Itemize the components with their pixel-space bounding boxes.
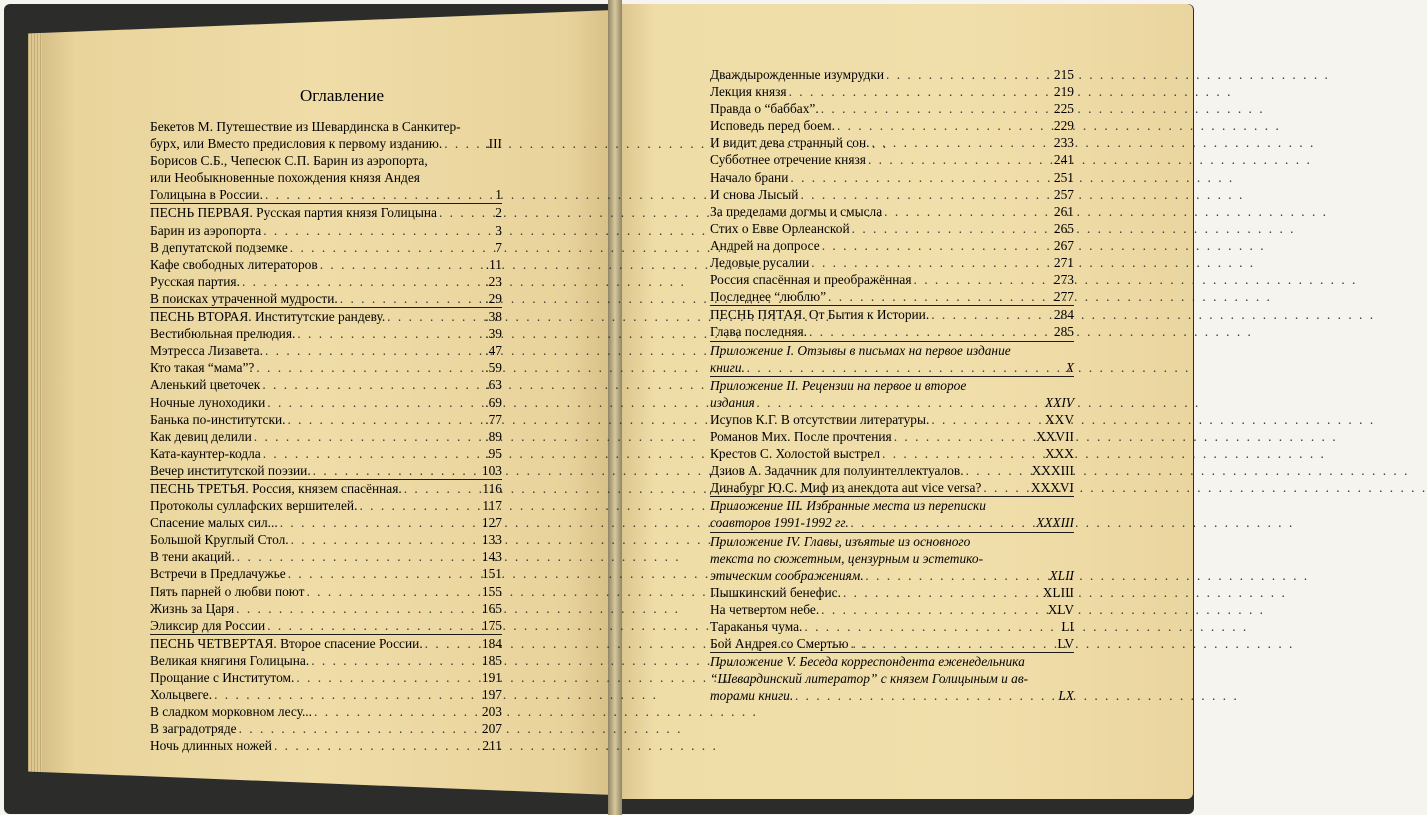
toc-entry-title: В поисках утраченной мудрости. bbox=[150, 290, 338, 306]
toc-entry-title: бурх, или Вместо предисловия к первому изданию. bbox=[150, 136, 443, 152]
dot-leader bbox=[423, 635, 482, 652]
toc-entry-title: Спасение малых сил... bbox=[150, 515, 278, 531]
toc-entry-page: 273 bbox=[1053, 272, 1074, 288]
dot-leader bbox=[835, 117, 1054, 134]
toc-entry-page: XXVII bbox=[1036, 428, 1074, 444]
toc-entry-line: Приложение V. Беседа корреспондента еженедельника bbox=[710, 654, 1025, 670]
toc-entry-title: Ледовые русалии bbox=[710, 255, 810, 271]
toc-entry-page: 2 bbox=[495, 205, 502, 221]
toc-entry bbox=[150, 479, 502, 497]
toc-entry bbox=[710, 66, 1074, 83]
toc-entry bbox=[710, 496, 1074, 514]
toc-entry-title: ПЕСНЬ ЧЕТВЕРТАЯ. Второе спасение России. bbox=[150, 635, 423, 651]
toc-entry-page: .23 bbox=[485, 273, 502, 289]
dot-leader bbox=[841, 584, 1043, 601]
toc-entry-title: В тени акаций. bbox=[150, 549, 235, 565]
toc-entry-page: .77 bbox=[485, 411, 502, 427]
toc-entry-page: 184 bbox=[481, 635, 502, 651]
dot-leader bbox=[437, 204, 495, 221]
toc-entry-page: XLII bbox=[1049, 567, 1074, 583]
toc-entry-title: Ночь длинных ножей bbox=[150, 738, 272, 754]
dot-leader bbox=[809, 254, 1054, 271]
toc-entry bbox=[710, 601, 1074, 618]
dot-leader bbox=[929, 411, 1045, 428]
toc-entry-title: Хольцвеге. bbox=[150, 687, 213, 703]
dot-leader bbox=[981, 479, 1031, 496]
toc-entry bbox=[150, 135, 502, 152]
toc-entry-title: Бой Андрея со Смертью bbox=[710, 636, 849, 652]
toc-entry-page: XLV bbox=[1047, 601, 1074, 617]
toc-entry-page: LV bbox=[1057, 636, 1074, 652]
toc-entry-page: 251 bbox=[1053, 169, 1074, 185]
toc-entry-title: Встречи в Предлачужье bbox=[150, 566, 286, 582]
toc-entry-title: Как девиц делили bbox=[150, 428, 252, 444]
toc-entry-title: Глава последняя. bbox=[710, 324, 808, 340]
toc-entry-title: ПЕСНЬ ВТОРАЯ. Институтские рандеву. bbox=[150, 309, 386, 325]
toc-entry-title: Стих о Евве Орлеанской bbox=[710, 220, 850, 236]
toc-entry bbox=[710, 618, 1074, 635]
toc-entry-title: Вечер институтской поэзии. bbox=[150, 462, 311, 478]
toc-entry-page: XXIV bbox=[1045, 394, 1074, 410]
toc-entry-title: Мэтресса Лизавета. bbox=[150, 343, 263, 359]
toc-entry-title: Лекция князя bbox=[710, 84, 787, 100]
toc-entry-title: Крестов С. Холостой выстрел bbox=[710, 446, 880, 462]
dot-leader bbox=[882, 203, 1054, 220]
toc-entry-page: 103 bbox=[481, 462, 502, 478]
toc-entry-title: Аленький цветочек bbox=[150, 377, 261, 393]
dot-leader bbox=[385, 308, 485, 325]
dot-leader bbox=[278, 514, 482, 531]
toc-entry bbox=[150, 376, 502, 393]
toc-entry-title: Пять парней о любви поют bbox=[150, 583, 305, 599]
dot-leader bbox=[234, 600, 482, 617]
dot-leader bbox=[288, 239, 496, 256]
toc-entry-page: 155 bbox=[481, 583, 502, 599]
toc-entry-title: Исповедь перед боем. bbox=[710, 118, 835, 134]
toc-entry bbox=[150, 256, 502, 273]
toc-entry bbox=[710, 652, 1074, 687]
toc-entry bbox=[150, 239, 502, 256]
dot-leader bbox=[819, 100, 1054, 117]
toc-entry-title: Русская партия. bbox=[150, 273, 240, 289]
dot-leader bbox=[880, 445, 1045, 462]
dot-leader bbox=[849, 514, 1036, 531]
dot-leader bbox=[263, 186, 495, 203]
toc-entry bbox=[150, 583, 502, 600]
toc-entry bbox=[150, 497, 502, 514]
toc-entry-page: LI bbox=[1061, 619, 1074, 634]
toc-entry-title: Вестибюльная прелюдия. bbox=[150, 326, 296, 342]
toc-entry bbox=[710, 479, 1074, 496]
dot-leader bbox=[261, 445, 486, 462]
toc-entry bbox=[710, 532, 1074, 567]
toc-entry-line: текста по сюжетным, цензурным и эстетико- bbox=[710, 550, 984, 566]
toc-entry-line: Приложение II. Рецензии на первое и второе bbox=[710, 377, 967, 393]
toc-entry-title: ПЕСНЬ ПЯТАЯ. От Бытия к Истории. bbox=[710, 307, 930, 323]
toc-entry-line: Борисов С.Б., Чепесюк С.П. Барин из аэропорта, bbox=[150, 153, 428, 169]
dot-leader bbox=[304, 583, 481, 600]
toc-entry-line: Приложение I. Отзывы в письмах на первое издание bbox=[710, 342, 1011, 358]
toc-entry-page: XXV bbox=[1044, 411, 1074, 427]
toc-entry bbox=[150, 703, 502, 720]
toc-entry-line: “Шевардинский литератор” с князем Голицыным и ав- bbox=[710, 671, 1029, 687]
toc-entry-title: Кафе свободных литераторов bbox=[150, 256, 318, 272]
toc-entry-page: .89 bbox=[485, 428, 502, 444]
toc-entry-page: 207 bbox=[481, 721, 502, 737]
dot-leader bbox=[252, 428, 485, 445]
toc-entry-title: Протоколы суллафских вершителей. bbox=[150, 498, 358, 514]
toc-title: Оглавление bbox=[300, 86, 384, 105]
toc-entry-title: Динабург Ю.С. Миф из анекдота aut vice versa? bbox=[710, 480, 982, 496]
toc-entry bbox=[150, 290, 502, 307]
dot-leader bbox=[745, 359, 1066, 376]
dot-leader bbox=[309, 652, 482, 669]
dot-leader bbox=[260, 376, 485, 393]
toc-entry-page: 133 bbox=[481, 532, 502, 548]
toc-entry bbox=[710, 687, 1074, 704]
toc-entry-page: .38 bbox=[485, 309, 502, 325]
toc-entry-page: .11 bbox=[485, 256, 502, 272]
toc-entry bbox=[710, 117, 1074, 134]
toc-entry-title: Россия спасённая и преображённая bbox=[710, 272, 912, 288]
toc-entry-line: Приложение IV. Главы, изъятые из основного bbox=[710, 533, 971, 549]
toc-entry-title: издания bbox=[710, 394, 755, 410]
toc-entry-page: 7 bbox=[495, 239, 502, 255]
toc-entry bbox=[710, 428, 1074, 445]
toc-entry bbox=[150, 325, 502, 342]
toc-entry-page: 219 bbox=[1053, 84, 1074, 100]
dot-leader bbox=[884, 66, 1054, 83]
toc-entry bbox=[150, 462, 502, 479]
toc-entry-page: 117 bbox=[482, 498, 502, 514]
toc-entry-page: 241 bbox=[1053, 152, 1074, 168]
dot-leader bbox=[793, 687, 1058, 704]
dot-leader bbox=[820, 237, 1054, 254]
toc-entry-page: 191 bbox=[481, 670, 502, 685]
toc-entry bbox=[150, 617, 502, 634]
toc-entry-page: .59 bbox=[485, 360, 502, 376]
toc-entry bbox=[710, 394, 1074, 411]
dot-leader bbox=[864, 567, 1050, 584]
toc-entry-line: Бекетов М. Путешествие из Шевардинска в Санкитер- bbox=[150, 119, 461, 134]
toc-entry-page: .39 bbox=[485, 326, 502, 342]
toc-entry-title: Андрей на допросе bbox=[710, 237, 820, 253]
toc-entry-title: Эликсир для России bbox=[150, 617, 266, 633]
toc-entry-title: Ночные луноходики bbox=[150, 394, 266, 410]
toc-entry-page: XXXIII bbox=[1031, 463, 1074, 479]
toc-entry-title: И снова Лысый bbox=[710, 186, 799, 202]
toc-entry-page: 261 bbox=[1053, 203, 1074, 219]
toc-entry bbox=[150, 394, 502, 411]
toc-entry bbox=[150, 307, 502, 325]
toc-entry-title: И видит дева странный сон. bbox=[710, 135, 870, 151]
dot-leader bbox=[788, 169, 1054, 186]
dot-leader bbox=[755, 394, 1045, 411]
toc-entry bbox=[150, 342, 502, 359]
toc-entry bbox=[710, 411, 1074, 428]
toc-entry-page: 284 bbox=[1053, 307, 1074, 323]
toc-entry bbox=[150, 565, 502, 582]
toc-entry-title: ПЕСНЬ ПЕРВАЯ. Русская партия князя Голицына bbox=[150, 205, 437, 221]
toc-entry-page: XXX bbox=[1044, 446, 1074, 462]
dot-leader bbox=[289, 531, 482, 548]
toc-entry bbox=[150, 652, 502, 669]
toc-entry bbox=[150, 445, 502, 462]
toc-entry bbox=[710, 151, 1074, 168]
toc-entry-title: В депутатской подземке bbox=[150, 239, 288, 255]
toc-entry bbox=[710, 271, 1074, 288]
toc-entry-page: XXXIII bbox=[1036, 515, 1074, 531]
toc-entry bbox=[150, 634, 502, 652]
toc-entry bbox=[710, 305, 1074, 323]
toc-entry-title: Правда о “баббах”. bbox=[710, 101, 819, 117]
toc-entry bbox=[710, 341, 1074, 359]
toc-entry-page: 197 bbox=[481, 687, 502, 703]
toc-entry-page: 233 bbox=[1053, 135, 1074, 151]
toc-entry bbox=[150, 411, 502, 428]
toc-entry-page: 116 bbox=[482, 480, 502, 496]
toc-entry-page: 229 bbox=[1053, 118, 1074, 134]
toc-entry-title: Романов Мих. После прочтения bbox=[710, 428, 892, 444]
toc-entry-title: Голицына в России. bbox=[150, 187, 263, 203]
toc-entry bbox=[710, 83, 1074, 100]
dot-leader bbox=[357, 497, 482, 514]
toc-entry-title: Начало брани bbox=[710, 169, 789, 185]
toc-entry-title: книги. bbox=[710, 359, 745, 375]
dot-leader bbox=[866, 151, 1054, 168]
toc-entry-page: .95 bbox=[485, 445, 502, 461]
toc-entry-title: Банька по-институтски. bbox=[150, 411, 286, 427]
dot-leader bbox=[964, 462, 1032, 479]
toc-entry-title: Дзиов А. Задачник для полуинтеллектуалов. bbox=[710, 463, 964, 479]
toc-entry-page: .63 bbox=[485, 377, 502, 393]
toc-entry-page: 271 bbox=[1053, 255, 1074, 271]
toc-entry-page: X bbox=[1065, 359, 1074, 375]
dot-leader bbox=[265, 394, 485, 411]
toc-entry-title: Субботнее отречение князя bbox=[710, 152, 866, 168]
toc-entry-title: Тараканья чума. bbox=[710, 619, 803, 634]
dot-leader bbox=[869, 134, 1053, 151]
toc-entry-page: XLIII bbox=[1042, 584, 1074, 600]
toc-entry bbox=[710, 134, 1074, 151]
toc-entry-line: или Необыкновенные похождения князя Андея bbox=[150, 170, 420, 186]
toc-entry-title: Кто такая “мама”? bbox=[150, 360, 255, 376]
toc-entry bbox=[150, 118, 502, 135]
toc-entry-title: Большой Круглый Стол. bbox=[150, 532, 289, 548]
toc-entry-page: .III bbox=[485, 136, 502, 152]
toc-entry-title: ПЕСНЬ ТРЕТЬЯ. Россия, князем спасённая. bbox=[150, 480, 402, 496]
toc-entry bbox=[710, 635, 1074, 652]
dot-leader bbox=[240, 273, 485, 290]
toc-entry-title: В сладком морковном лесу... bbox=[150, 704, 313, 720]
toc-entry bbox=[150, 737, 502, 754]
toc-entry-title: Дваждырожденные изумрудки bbox=[710, 67, 884, 82]
toc-entry bbox=[710, 462, 1074, 479]
toc-entry bbox=[150, 600, 502, 617]
dot-leader bbox=[295, 325, 485, 342]
dot-leader bbox=[212, 686, 482, 703]
toc-entry bbox=[710, 203, 1074, 220]
toc-entry bbox=[150, 686, 502, 703]
toc-entry-page: 3 bbox=[495, 222, 502, 238]
toc-entry-page: 143 bbox=[481, 549, 502, 565]
toc-entry-title: На четвертом небе. bbox=[710, 601, 820, 617]
toc-entry bbox=[150, 359, 502, 376]
toc-entry-page: XXXVI bbox=[1030, 480, 1074, 496]
toc-entry-page: 211 bbox=[482, 738, 502, 754]
toc-entry-page: 175 bbox=[481, 617, 502, 633]
dot-leader bbox=[286, 565, 482, 582]
toc-entry-page: 265 bbox=[1053, 220, 1074, 236]
toc-entry-title: Последнее “люблю” bbox=[710, 289, 827, 305]
toc-entry-title: Ката-каунтер-кодла bbox=[150, 445, 261, 461]
dot-leader bbox=[798, 186, 1053, 203]
toc-entry-title: Прощание с Институтом. bbox=[150, 670, 295, 685]
dot-leader bbox=[892, 428, 1036, 445]
dot-leader bbox=[237, 720, 482, 737]
toc-entry-page: 225 bbox=[1053, 101, 1074, 117]
toc-entry bbox=[150, 548, 502, 565]
toc-entry bbox=[710, 584, 1074, 601]
toc-entry-title: Жизнь за Царя bbox=[150, 600, 235, 616]
toc-entry bbox=[150, 203, 502, 221]
toc-entry-page: 185 bbox=[481, 652, 502, 668]
toc-entry-page: 165 bbox=[481, 600, 502, 616]
dot-leader bbox=[929, 306, 1054, 323]
toc-entry-page: 215 bbox=[1053, 67, 1074, 82]
toc-entry bbox=[150, 514, 502, 531]
dot-leader bbox=[235, 548, 482, 565]
toc-entry-page: .69 bbox=[485, 394, 502, 410]
toc-entry-page: .47 bbox=[485, 343, 502, 359]
toc-entry-title: За пределами догмы и смысла bbox=[710, 203, 883, 219]
toc-entry bbox=[150, 531, 502, 548]
toc-entry-page: LX bbox=[1058, 688, 1074, 704]
toc-entry bbox=[710, 567, 1074, 584]
toc-entry-page: 203 bbox=[481, 704, 502, 720]
dot-leader bbox=[272, 737, 482, 754]
toc-entry bbox=[150, 273, 502, 290]
toc-entry-title: торами книги. bbox=[710, 688, 794, 704]
toc-entry bbox=[150, 186, 502, 203]
toc-left-column bbox=[150, 118, 502, 754]
dot-leader bbox=[311, 462, 482, 479]
toc-entry bbox=[710, 359, 1074, 376]
toc-entry-page: 285 bbox=[1053, 324, 1074, 340]
toc-entry bbox=[710, 100, 1074, 117]
dot-leader bbox=[912, 271, 1054, 288]
toc-entry bbox=[150, 669, 502, 686]
toc-entry-page: 267 bbox=[1053, 237, 1074, 253]
toc-entry-title: соавторов 1991-1992 гг. bbox=[710, 515, 849, 531]
dot-leader bbox=[849, 635, 1058, 652]
toc-entry bbox=[710, 445, 1074, 462]
dot-leader bbox=[442, 135, 485, 152]
dot-leader bbox=[402, 480, 483, 497]
dot-leader bbox=[850, 220, 1054, 237]
dot-leader bbox=[285, 411, 485, 428]
toc-entry-title: В заградотряде bbox=[150, 721, 237, 737]
dot-leader bbox=[294, 669, 482, 686]
toc-entry bbox=[150, 152, 502, 186]
dot-leader bbox=[802, 618, 1061, 635]
dot-leader bbox=[318, 256, 486, 273]
toc-entry bbox=[710, 288, 1074, 305]
dot-leader bbox=[265, 617, 482, 634]
toc-entry-title: Великая княгиня Голицына. bbox=[150, 652, 310, 668]
dot-leader bbox=[819, 601, 1048, 618]
toc-entry bbox=[710, 169, 1074, 186]
toc-right-column bbox=[710, 66, 1074, 704]
dot-leader bbox=[254, 359, 485, 376]
toc-entry-page: 127 bbox=[481, 515, 502, 531]
dot-leader bbox=[826, 288, 1054, 305]
toc-entry bbox=[150, 428, 502, 445]
toc-entry bbox=[150, 720, 502, 737]
dot-leader bbox=[787, 83, 1054, 100]
toc-entry bbox=[710, 254, 1074, 271]
toc-entry-page: .29 bbox=[485, 290, 502, 306]
dot-leader bbox=[807, 323, 1054, 340]
toc-entry-page: 277 bbox=[1053, 289, 1074, 305]
dot-leader bbox=[261, 222, 495, 239]
toc-entry-title: этическим соображениям. bbox=[710, 567, 864, 583]
toc-entry-page: 1 bbox=[495, 187, 502, 203]
dot-leader bbox=[263, 342, 485, 359]
toc-entry-title: Пышкинский бенефис. bbox=[710, 584, 841, 600]
toc-entry bbox=[710, 323, 1074, 340]
toc-entry bbox=[710, 514, 1074, 531]
toc-entry-line: Приложение III. Избранные места из переписки bbox=[710, 498, 986, 514]
dot-leader bbox=[338, 290, 486, 307]
toc-entry-title: Барин из аэропорта bbox=[150, 222, 262, 238]
toc-entry bbox=[150, 222, 502, 239]
toc-entry bbox=[710, 186, 1074, 203]
toc-entry-page: 257 bbox=[1053, 186, 1074, 202]
toc-entry bbox=[710, 237, 1074, 254]
toc-entry bbox=[710, 220, 1074, 237]
toc-entry bbox=[710, 376, 1074, 394]
dot-leader bbox=[312, 703, 482, 720]
toc-entry-title: Исупов К.Г. В отсутствии литературы. bbox=[710, 411, 930, 427]
toc-entry-page: 151 bbox=[481, 566, 502, 582]
